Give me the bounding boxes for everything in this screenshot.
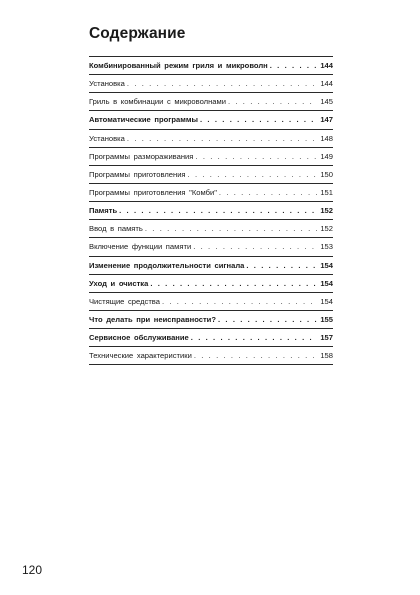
toc-entry-title: Ввод в память	[89, 224, 143, 234]
toc-entry-title: Комбинированный режим гриля и микроволн	[89, 61, 268, 71]
toc-entry[interactable]	[89, 238, 333, 256]
toc-entry[interactable]	[89, 93, 333, 111]
toc-entry-page: 153	[320, 242, 333, 252]
toc-entry-page: 147	[320, 115, 333, 125]
toc-entry[interactable]	[89, 347, 333, 365]
toc-entry-title: Программы приготовления "Комби"	[89, 188, 217, 198]
toc-entry-title: Что делать при неисправности?	[89, 315, 216, 325]
dot-leader	[145, 224, 317, 233]
toc-entry-title: Технические характеристики	[89, 351, 192, 361]
dot-leader	[200, 115, 317, 124]
toc-entry-page: 158	[320, 351, 333, 361]
toc-entry-title: Программы размораживания	[89, 151, 194, 161]
page-title: Содержание	[89, 25, 186, 42]
toc-entry-page: 151	[320, 188, 333, 198]
toc-entry-page: 145	[320, 97, 333, 107]
toc-entry[interactable]	[89, 202, 333, 220]
toc-entry[interactable]	[89, 148, 333, 166]
toc-entry-title: Включение функции памяти	[89, 242, 192, 252]
toc-entry[interactable]	[89, 275, 333, 293]
toc-entry[interactable]	[89, 184, 333, 202]
dot-leader	[194, 351, 318, 360]
toc-entry[interactable]	[89, 220, 333, 238]
toc-entry-page: 150	[320, 169, 333, 179]
toc-entry[interactable]	[89, 257, 333, 275]
toc-entry-page: 149	[320, 151, 333, 161]
dot-leader	[188, 170, 318, 179]
dot-leader	[195, 152, 317, 161]
page-number: 120	[22, 563, 43, 577]
dot-leader	[191, 333, 318, 342]
toc-entry-page: 154	[320, 278, 333, 288]
toc-entry-title: Изменение продолжительности сигнала	[89, 260, 245, 270]
dot-leader	[127, 79, 317, 88]
toc-entry[interactable]	[89, 111, 333, 129]
toc-entry-page: 144	[320, 79, 333, 89]
dot-leader	[228, 97, 317, 106]
dot-leader	[218, 315, 317, 324]
toc-entry-page: 154	[320, 296, 333, 306]
table-of-contents	[89, 56, 333, 365]
dot-leader	[119, 206, 317, 215]
toc-entry-page: 157	[320, 333, 333, 343]
toc-entry-title: Уход и очистка	[89, 278, 149, 288]
dot-leader	[193, 242, 317, 251]
toc-entry[interactable]	[89, 75, 333, 93]
toc-entry-page: 144	[320, 61, 333, 71]
dot-leader	[162, 297, 317, 306]
toc-entry-page: 152	[320, 224, 333, 234]
dot-leader	[219, 188, 317, 197]
toc-entry-title: Сервисное обслуживание	[89, 333, 189, 343]
toc-entry[interactable]	[89, 329, 333, 347]
toc-entry-title: Программы приготовления	[89, 169, 186, 179]
dot-leader	[127, 134, 317, 143]
toc-entry-page: 148	[320, 133, 333, 143]
toc-entry-title: Установка	[89, 133, 125, 143]
toc-entry-title: Автоматические программы	[89, 115, 199, 125]
toc-entry-title: Память	[89, 206, 118, 216]
toc-entry-title: Гриль в комбинации с микроволнами	[89, 97, 226, 107]
toc-entry[interactable]	[89, 166, 333, 184]
toc-entry-page: 154	[320, 260, 333, 270]
toc-entry-page: 155	[320, 315, 333, 325]
toc-entry[interactable]	[89, 130, 333, 148]
dot-leader	[150, 279, 317, 288]
toc-entry-title: Чистящие средства	[89, 296, 160, 306]
toc-entry-title: Установка	[89, 79, 125, 89]
toc-entry[interactable]	[89, 293, 333, 311]
toc-entry[interactable]	[89, 57, 333, 75]
dot-leader	[270, 61, 318, 70]
toc-entry[interactable]	[89, 311, 333, 329]
toc-entry-page: 152	[320, 206, 333, 216]
dot-leader	[246, 261, 317, 270]
